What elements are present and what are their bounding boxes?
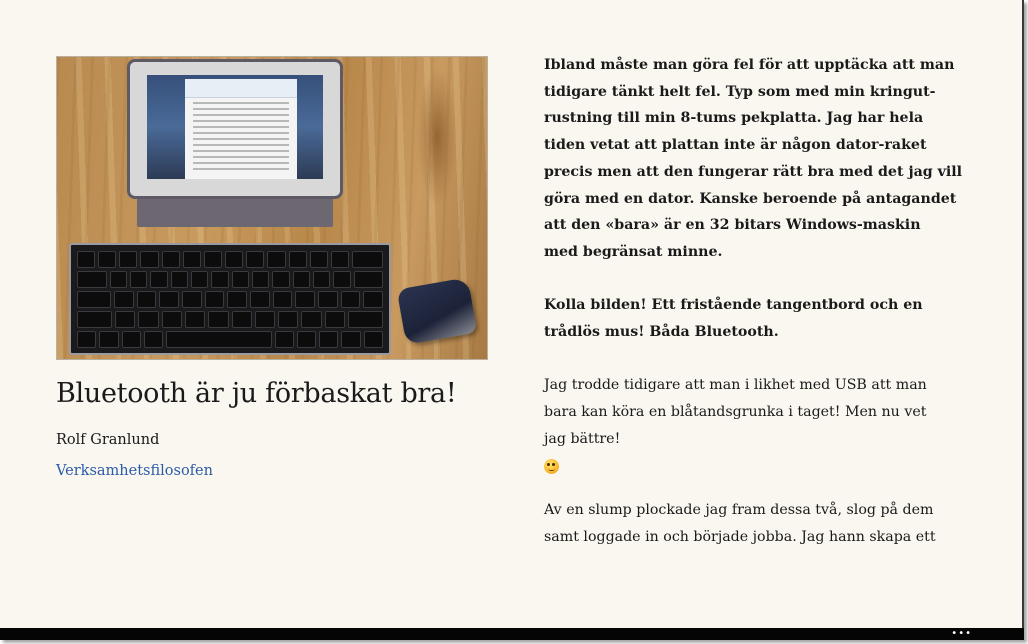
article-header bbox=[56, 56, 488, 481]
paragraph-4: Av en slump plockade jag fram dessa två, slog på dem samt loggade in och började jobba. Jag hann skapa ett bbox=[544, 502, 936, 545]
wood-grain bbox=[417, 67, 457, 207]
paragraph-2: Kolla bilden! Ett fristående tangentbord och en trådlös mus! Båda Bluetooth. bbox=[544, 297, 923, 341]
author-name: Rolf Granlund bbox=[56, 432, 160, 448]
app-bar bbox=[0, 628, 1024, 640]
paragraph-3: Jag trodde tidigare att man i likhet med USB att man bara kan köra en blåtandsgrunka i taget! Men nu vet jag bättre! bbox=[544, 372, 984, 479]
wireless-mouse bbox=[397, 277, 478, 345]
tablet-screen bbox=[147, 75, 323, 179]
tablet-device bbox=[127, 59, 343, 199]
tablet-document bbox=[185, 79, 297, 179]
article-body bbox=[544, 52, 984, 551]
tablet-stand bbox=[137, 197, 333, 227]
paragraph-1: Ibland måste man göra fel för att upptäcka att man tidigare tänkt helt fel. Typ som med min kringut- rustning till min 8-tums pekplatta. Jag har hela tiden vetat att plattan inte är någon dator-raket precis men att den fungerar rätt bra med det jag vill göra med en dator. Kanske beroende på antagandet att den «bara» är en 32 bitars Windows-maskin med begränsat minne. bbox=[544, 57, 963, 260]
more-options-icon[interactable]: ••• bbox=[951, 628, 972, 639]
smiley-icon bbox=[544, 459, 559, 474]
bluetooth-keyboard bbox=[69, 243, 391, 355]
article-photo bbox=[56, 56, 488, 360]
article-title: Bluetooth är ju förbaskat bra! bbox=[56, 378, 457, 409]
blog-source-link[interactable]: Verksamhetsfilosofen bbox=[56, 463, 213, 479]
